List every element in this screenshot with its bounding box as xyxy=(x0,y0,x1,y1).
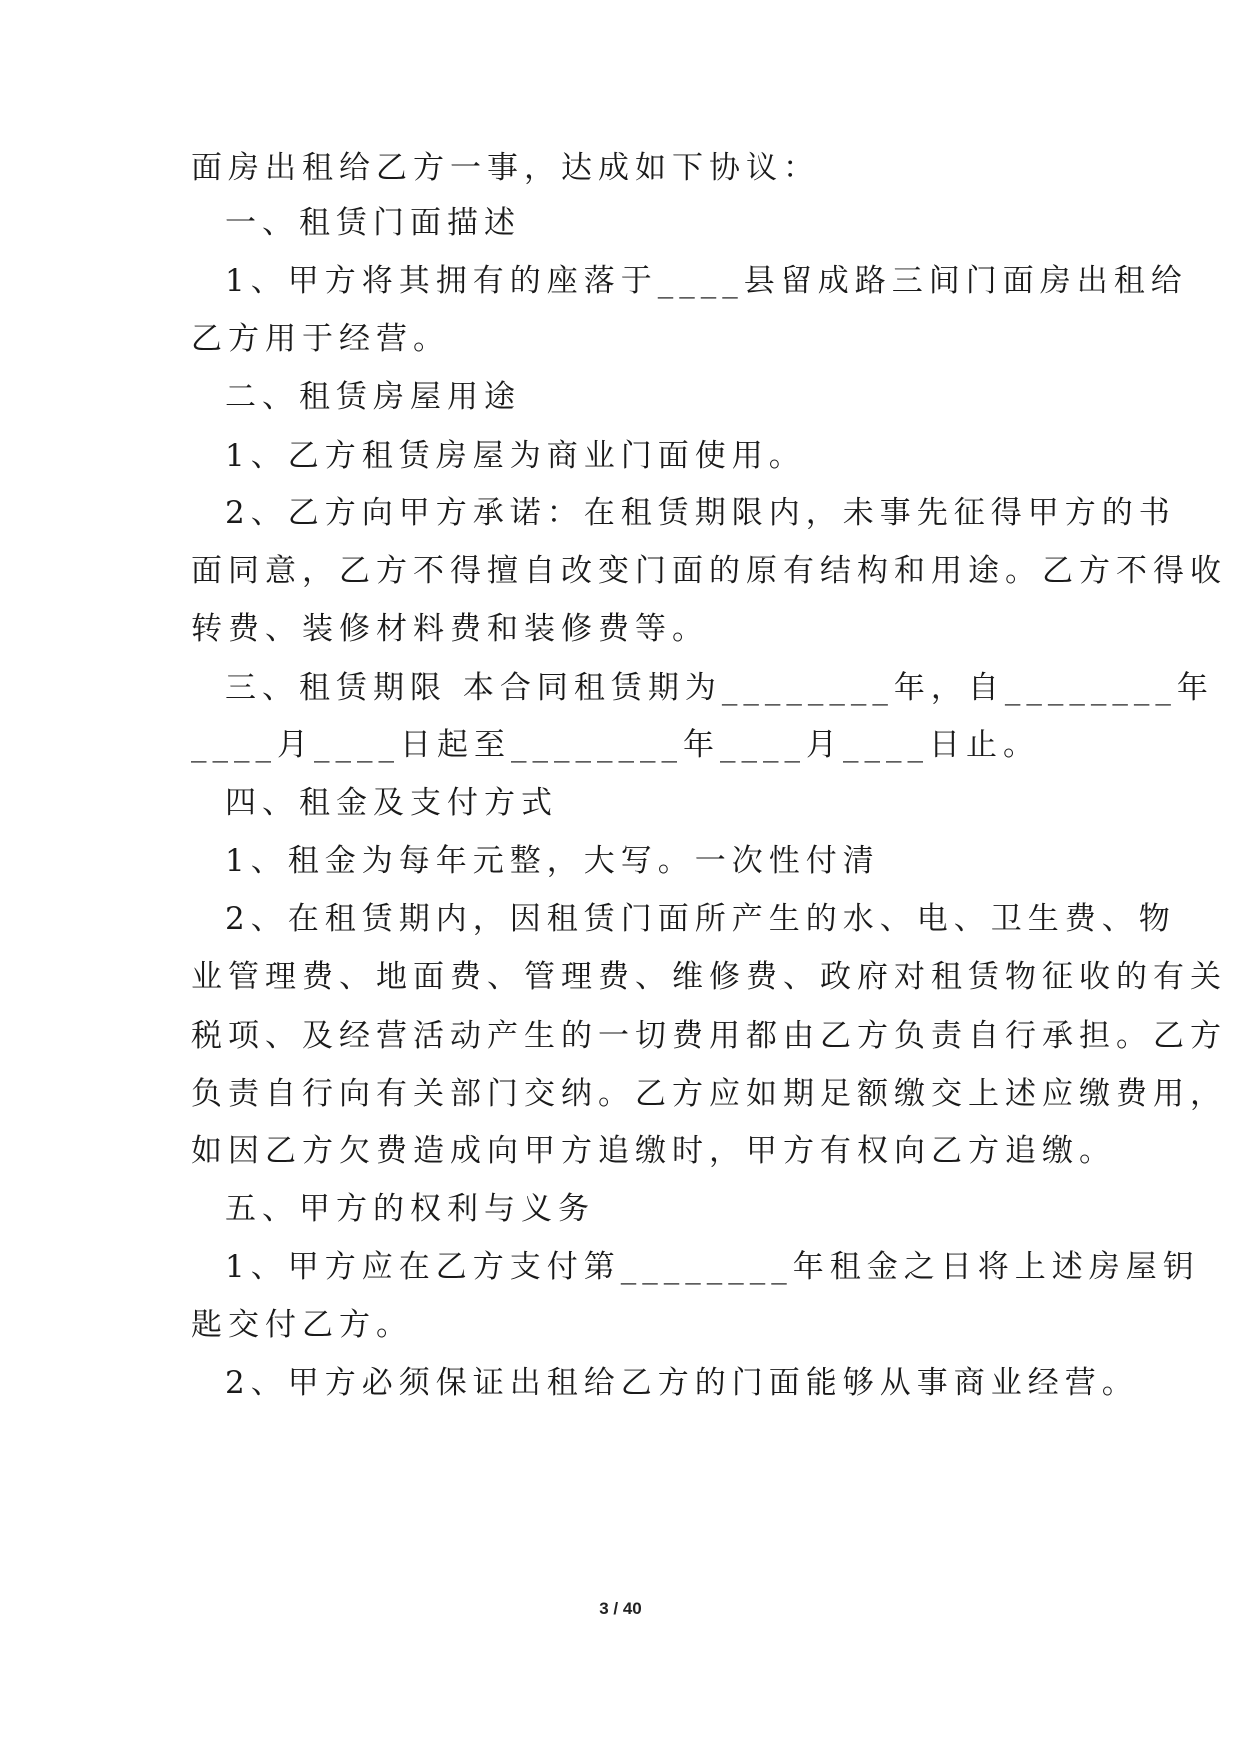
paragraph-line: 转费、装修材料费和装修费等。 xyxy=(191,611,709,647)
section-heading: 四、租金及支付方式 xyxy=(225,785,558,821)
paragraph-line: 2、乙方向甲方承诺：在租赁期限内，未事先征得甲方的书 xyxy=(225,495,1176,531)
paragraph-line: 面房出租给乙方一事，达成如下协议： xyxy=(191,150,820,186)
paragraph-line: 2、甲方必须保证出租给乙方的门面能够从事商业经营。 xyxy=(225,1365,1139,1401)
paragraph-line: 匙交付乙方。 xyxy=(191,1307,413,1343)
paragraph-line: 1、甲方将其拥有的座落于____县留成路三间门面房出租给 xyxy=(225,263,1188,299)
section-heading: 二、租赁房屋用途 xyxy=(225,379,521,415)
paragraph-line: 2、在租赁期内，因租赁门面所产生的水、电、卫生费、物 xyxy=(225,901,1176,937)
paragraph-line: 1、甲方应在乙方支付第________年租金之日将上述房屋钥 xyxy=(225,1249,1200,1285)
page-number: 3 / 40 xyxy=(599,1599,642,1618)
section-heading: 三、租赁期限 本合同租赁期为________年，自________年 xyxy=(225,670,1214,706)
section-heading: 五、甲方的权利与义务 xyxy=(225,1191,595,1227)
paragraph-line: 业管理费、地面费、管理费、维修费、政府对租赁物征收的有关 xyxy=(191,959,1227,995)
paragraph-line: 乙方用于经营。 xyxy=(191,321,450,357)
paragraph-line: 负责自行向有关部门交纳。乙方应如期足额缴交上述应缴费用， xyxy=(191,1076,1227,1112)
section-heading: 一、租赁门面描述 xyxy=(225,205,521,241)
paragraph-line: 如因乙方欠费造成向甲方追缴时，甲方有权向乙方追缴。 xyxy=(191,1133,1116,1169)
paragraph-line: 1、租金为每年元整，大写。一次性付清 xyxy=(225,843,880,879)
paragraph-line: 1、乙方租赁房屋为商业门面使用。 xyxy=(225,438,806,474)
paragraph-line: 税项、及经营活动产生的一切费用都由乙方负责自行承担。乙方 xyxy=(191,1018,1227,1054)
paragraph-line: ____月____日起至________年____月____日止。 xyxy=(191,727,1040,763)
paragraph-line: 面同意，乙方不得擅自改变门面的原有结构和用途。乙方不得收 xyxy=(191,553,1227,589)
